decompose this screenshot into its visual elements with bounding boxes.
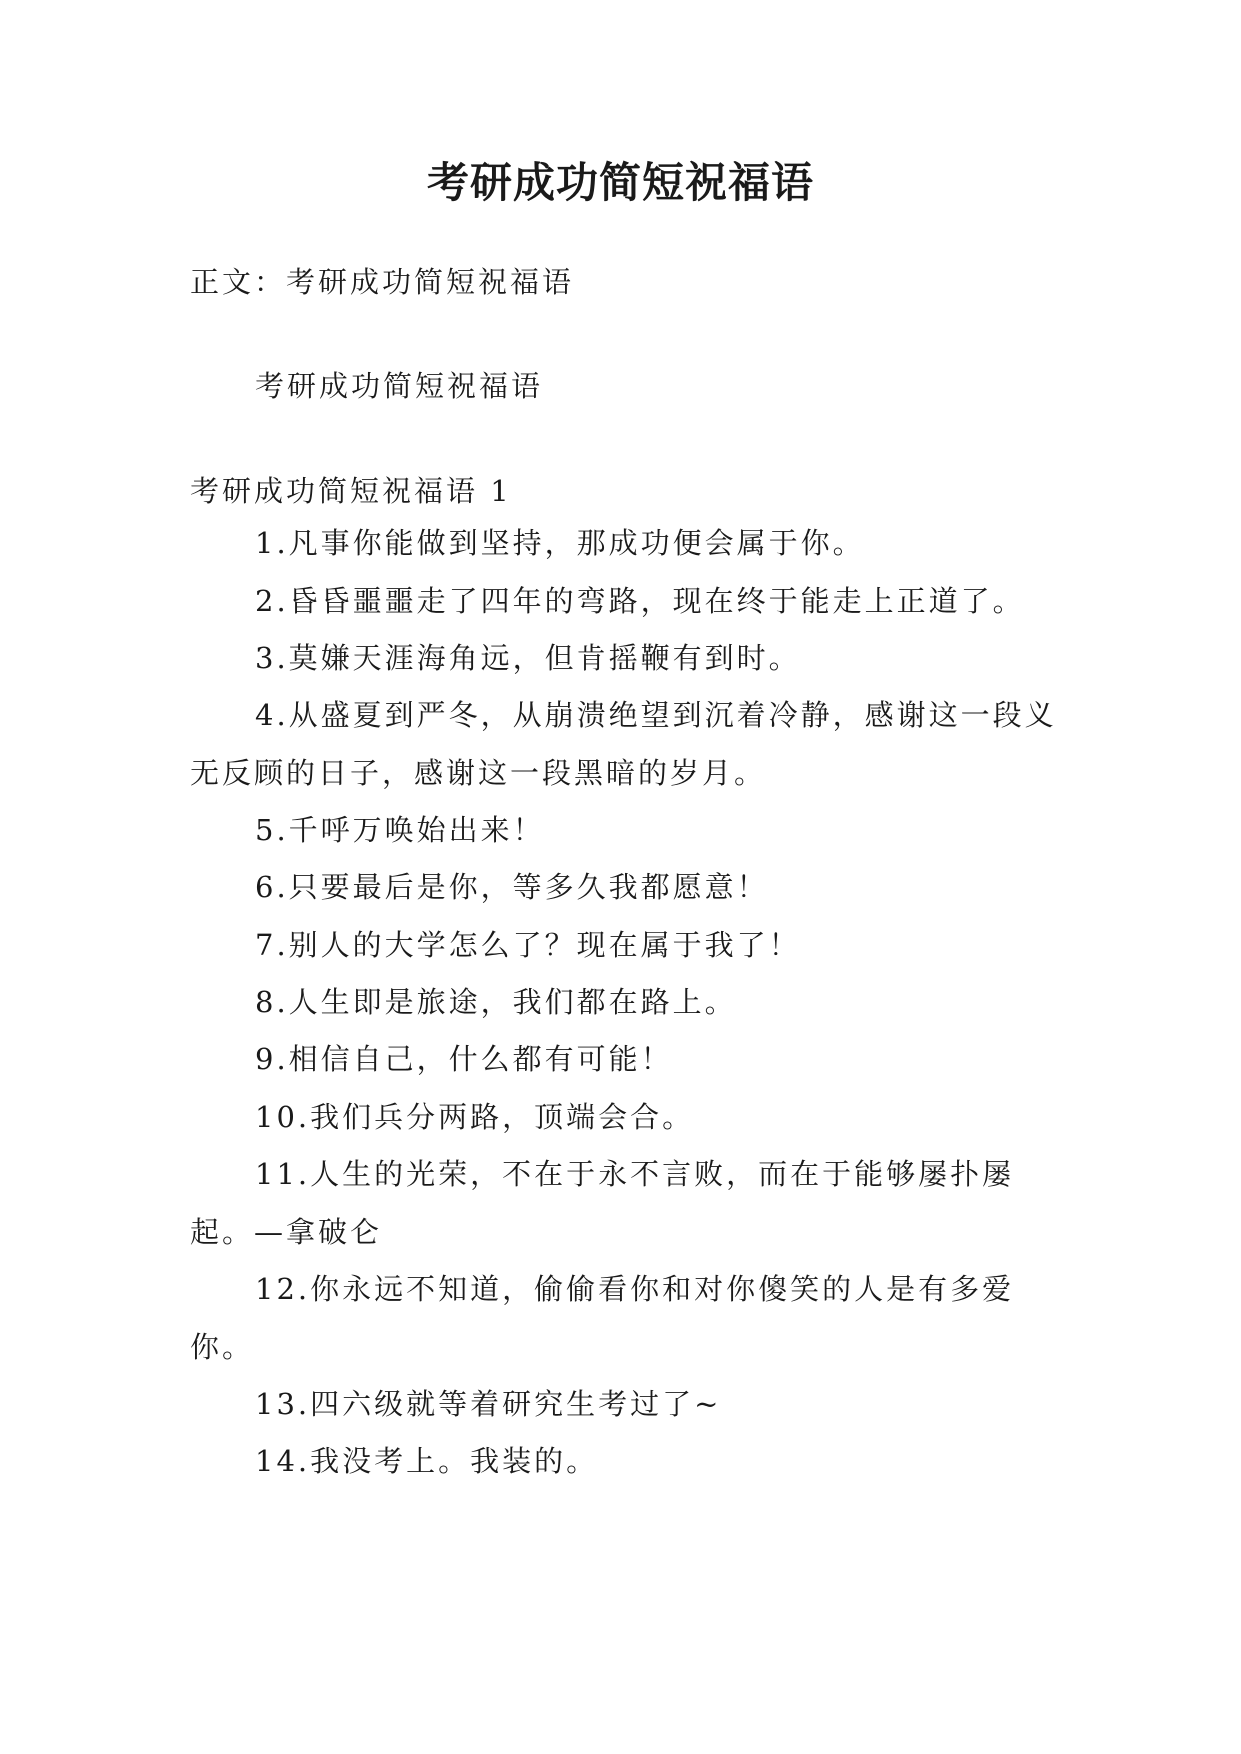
list-item: 10.我们兵分两路，顶端会合。 (255, 1100, 695, 1134)
list-item: 7.别人的大学怎么了？现在属于我了！ (255, 928, 801, 962)
list-item: 12.你永远不知道，偷偷看你和对你傻笑的人是有多爱你。 (190, 1272, 1015, 1364)
list-item: 8.人生即是旅途，我们都在路上。 (255, 985, 737, 1019)
document-title: 考研成功简短祝福语 (426, 158, 814, 207)
list-item: 2.昏昏噩噩走了四年的弯路，现在终于能走上正道了。 (255, 584, 1025, 618)
list-item: 13.四六级就等着研究生考过了~ (255, 1387, 722, 1421)
list-item: 14.我没考上。我装的。 (255, 1444, 599, 1478)
list-item: 5.千呼万唤始出来！ (255, 813, 545, 847)
subtitle-line: 考研成功简短祝福语 (255, 369, 544, 403)
list-item: 9.相信自己，什么都有可能！ (255, 1042, 673, 1076)
intro-line: 正文：考研成功简短祝福语 (190, 265, 575, 299)
list-item: 1.凡事你能做到坚持，那成功便会属于你。 (255, 526, 865, 560)
list-item: 11.人生的光荣，不在于永不言败，而在于能够屡扑屡起。—拿破仑 (190, 1157, 1015, 1249)
list-item: 3.莫嫌天涯海角远，但肯摇鞭有到时。 (255, 641, 801, 675)
list-item: 4.从盛夏到严冬，从崩溃绝望到沉着冷静，感谢这一段义无反顾的日子，感谢这一段黑暗的岁月。 (190, 698, 1057, 790)
section-heading: 考研成功简短祝福语 1 (190, 474, 512, 508)
list-item: 6.只要最后是你，等多久我都愿意！ (255, 870, 769, 904)
